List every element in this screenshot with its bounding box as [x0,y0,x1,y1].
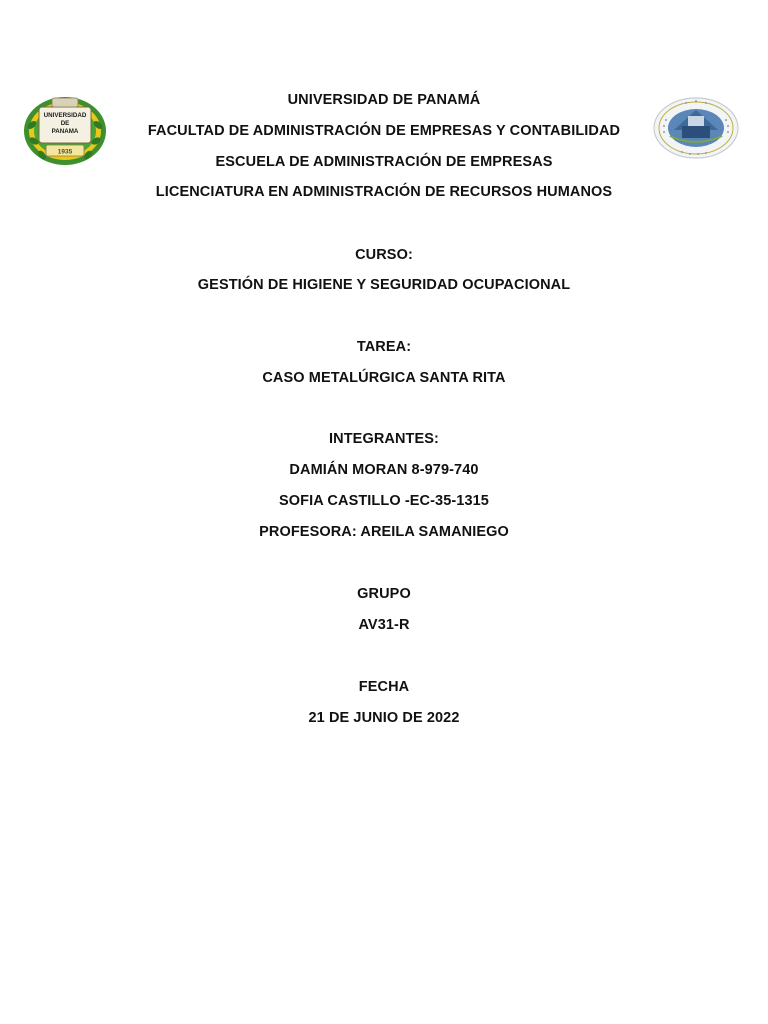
degree-name: LICENCIATURA EN ADMINISTRACIÓN DE RECURSOS HUMANOS [155,184,613,200]
members-label: INTEGRANTES: [329,431,439,447]
course-label: CURSO: [355,247,413,263]
member-item: DAMIÁN MORAN 8-979-740 [289,462,479,478]
task-value: CASO METALÚRGICA SANTA RITA [262,370,506,386]
task-label: TAREA: [356,339,412,355]
group-label: GRUPO [357,586,411,602]
crest-year: 1935 [57,148,73,156]
group-value: AV31-R [358,617,410,633]
school-name: ESCUELA DE ADMINISTRACIÓN DE EMPRESAS [215,154,553,170]
crest-line-3: PANAMA [51,128,79,135]
course-value: GESTIÓN DE HIGIENE Y SEGURIDAD OCUPACIONAL [197,277,571,293]
date-label: FECHA [358,679,410,695]
university-name: UNIVERSIDAD DE PANAMÁ [287,92,481,108]
faculty-name: FACULTAD DE ADMINISTRACIÓN DE EMPRESAS Y CONTABILIDAD [147,123,621,139]
crest-line-2: DE [60,120,70,127]
professor-name: PROFESORA: AREILA SAMANIEGO [259,524,509,540]
date-value: 21 DE JUNIO DE 2022 [308,710,460,726]
member-item: SOFIA CASTILLO -EC-35-1315 [279,493,489,509]
crest-line-1: UNIVERSIDAD [43,112,87,119]
